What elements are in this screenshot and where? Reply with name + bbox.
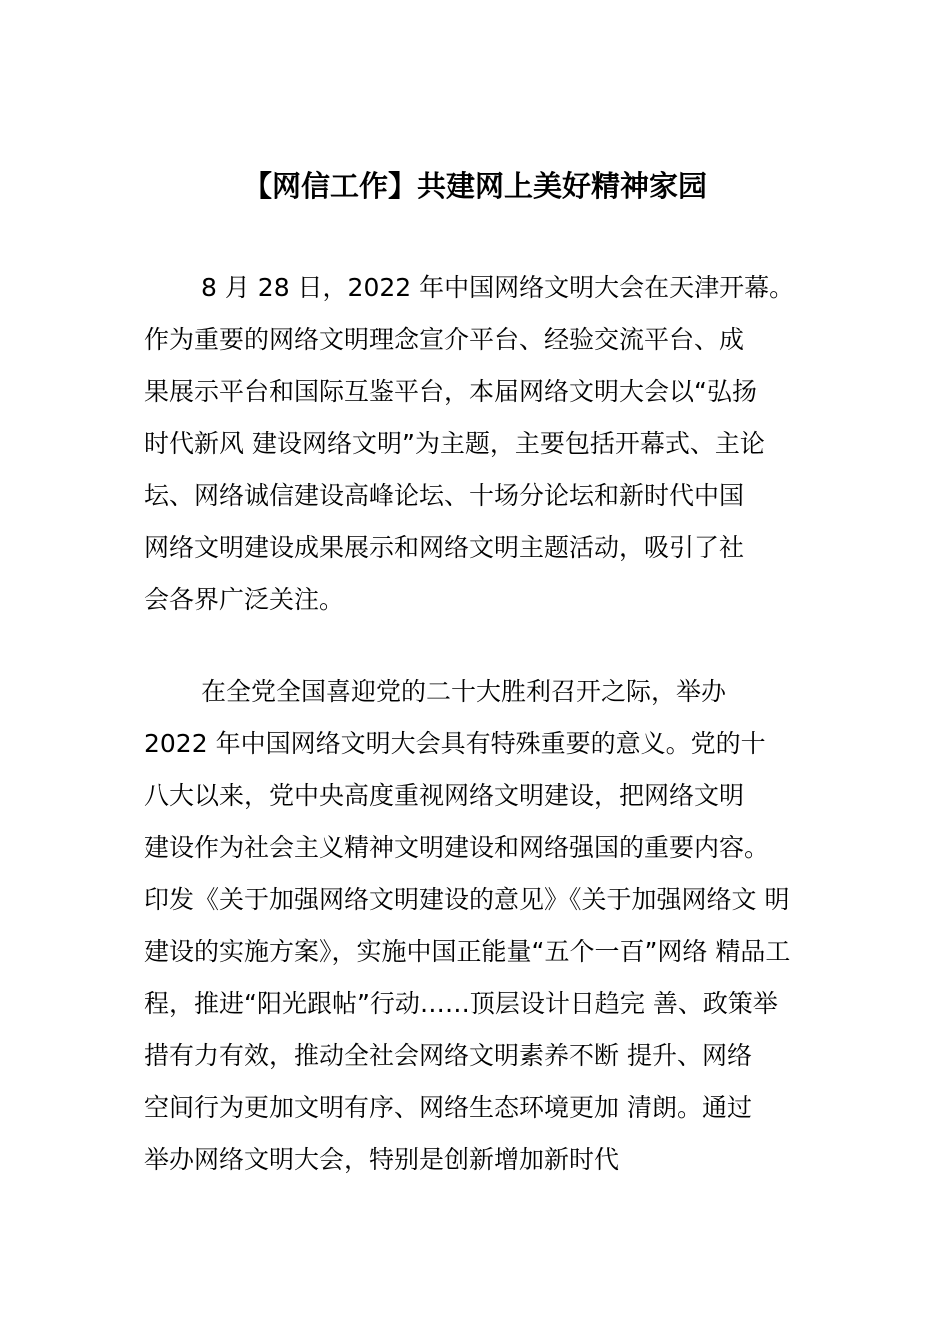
- paragraph-line: 8 月 28 日，2022 年中国网络文明大会在天津开幕。: [201, 273, 795, 302]
- paragraph-line: 作为重要的网络文明理念宣介平台、经验交流平台、成: [144, 325, 745, 354]
- document-title: 【网信工作】共建网上美好精神家园: [242, 169, 707, 203]
- paragraph-2: [144, 666, 834, 1186]
- paragraph-line: 举办网络文明大会，特别是创新增加新时代: [144, 1145, 620, 1174]
- paragraph-line: 空间行为更加文明有序、网络生态环境更加 清朗。通过: [144, 1093, 752, 1122]
- paragraph-line: 网络文明建设成果展示和网络文明主题活动，吸引了社: [144, 533, 745, 562]
- paragraph-line: 建设作为社会主义精神文明建设和网络强国的重要内容。: [144, 833, 770, 862]
- paragraph-line: 在全党全国喜迎党的二十大胜利召开之际，举办: [201, 677, 727, 706]
- paragraph-line: 果展示平台和国际互鉴平台，本届网络文明大会以“弘扬: [144, 377, 757, 406]
- paragraph-line: 八大以来，党中央高度重视网络文明建设，把网络文明: [144, 781, 745, 810]
- paragraph-line: 坛、网络诚信建设高峰论坛、十场分论坛和新时代中国: [144, 481, 745, 510]
- paragraph-line: 时代新风 建设网络文明”为主题，主要包括开幕式、主论: [144, 429, 765, 458]
- paragraph-line: 会各界广泛关注。: [144, 585, 345, 614]
- paragraph-line: 措有力有效，推动全社会网络文明素养不断 提升、网络: [144, 1041, 752, 1070]
- paragraph-1: [144, 262, 834, 626]
- paragraph-line: 程，推进“阳光跟帖”行动……顶层设计日趋完 善、政策举: [144, 989, 778, 1018]
- paragraph-line: 2022 年中国网络文明大会具有特殊重要的意义。党的十: [144, 729, 766, 758]
- paragraph-line: 建设的实施方案》，实施中国正能量“五个一百”网络 精品工: [144, 937, 791, 966]
- paragraph-line: 印发《关于加强网络文明建设的意见》《关于加强网络文 明: [144, 885, 790, 914]
